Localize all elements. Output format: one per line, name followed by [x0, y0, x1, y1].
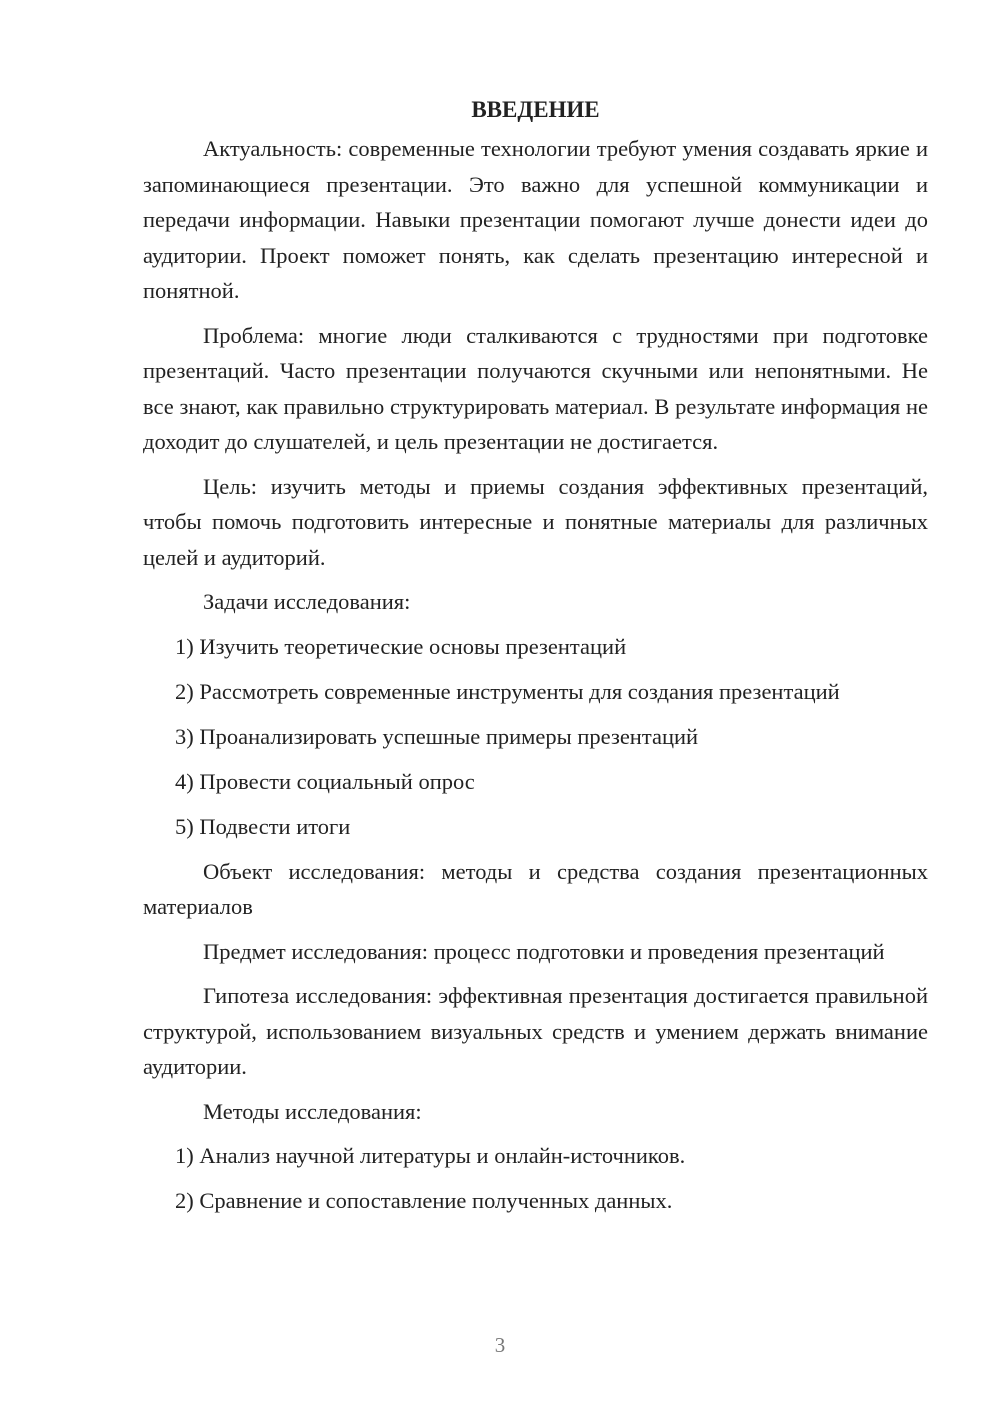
method-item: 1) Анализ научной литературы и онлайн-источников.: [175, 1143, 686, 1168]
task-item: 5) Подвести итоги: [175, 813, 351, 839]
subject-paragraph: Предмет исследования: процесс подготовки и проведения презентаций: [203, 938, 885, 964]
goal-paragraph: Цель: изучить методы и приемы создания эффективных презентаций, чтобы помочь подготовить интересные и понятные материалы для различных целей и аудиторий.: [143, 473, 928, 570]
task-item: 3) Проанализировать успешные примеры презентаций: [175, 723, 699, 749]
section-heading: ВВЕДЕНИЕ: [471, 97, 600, 122]
task-item: 4) Провести социальный опрос: [175, 768, 475, 794]
hypothesis-paragraph: Гипотеза исследования: эффективная презентация достигается правильной структурой, использованием визуальных средств и умением держать внимание аудитории.: [143, 983, 928, 1079]
tasks-list: [143, 629, 928, 845]
tasks-label: Задачи исследования:: [203, 589, 411, 614]
page-content: [143, 92, 928, 1228]
task-item: 2) Рассмотреть современные инструменты для создания презентаций: [175, 678, 840, 704]
method-item: 2) Сравнение и сопоставление полученных данных.: [175, 1188, 673, 1213]
relevance-paragraph: Актуальность: современные технологии требуют умения создавать яркие и запоминающиеся презентации. Это важно для успешной коммуникации и передачи информации. Навыки презентации помогают лучше донести идеи до аудитории. Проект поможет понять, как сделать презентацию интересной и понятной.: [143, 136, 928, 303]
methods-label: Методы исследования:: [203, 1098, 422, 1124]
page-number: 3: [494, 1333, 506, 1357]
methods-list: [143, 1138, 928, 1219]
task-item: 1) Изучить теоретические основы презентаций: [175, 633, 627, 659]
problem-paragraph: Проблема: многие люди сталкиваются с трудностями при подготовке презентаций. Часто презентации получаются скучными или непонятными. Не все знают, как правильно структурировать материал. В результате информация не доходит до слушателей, и цель презентации не достигается.: [143, 322, 928, 454]
object-paragraph: Объект исследования: методы и средства создания презентационных материалов: [143, 858, 928, 919]
